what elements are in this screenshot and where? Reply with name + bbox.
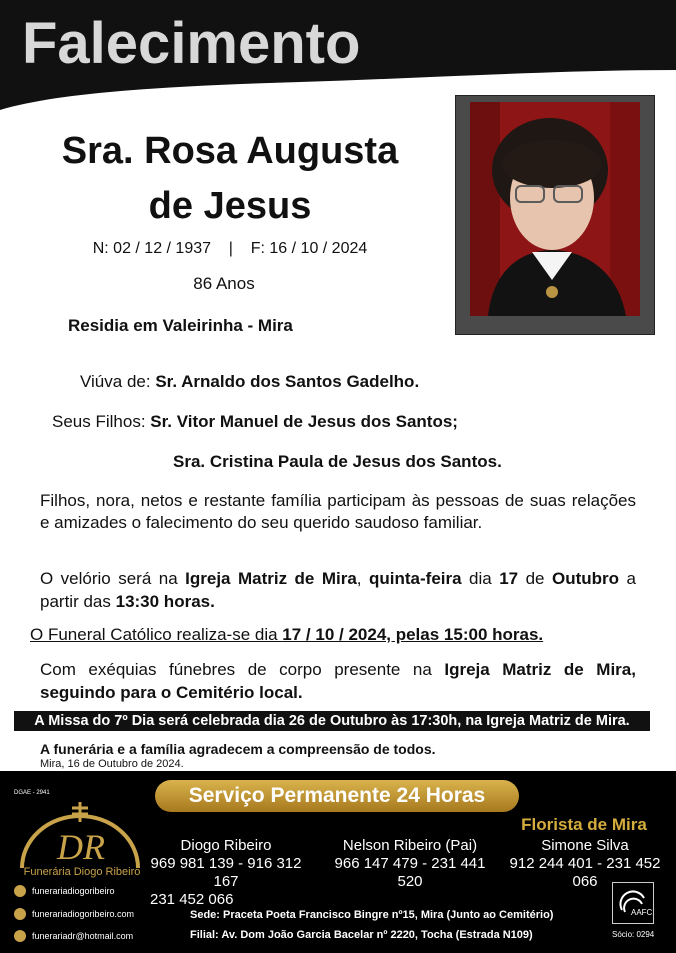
place-date: Mira, 16 de Outubro de 2024. (40, 758, 184, 770)
contact-diogo (140, 837, 312, 909)
service-banner: Serviço Permanente 24 Horas (155, 780, 519, 812)
deceased-name-line1: Sra. Rosa Augusta (61, 130, 399, 172)
contact-phones-2: 231 452 066 (150, 891, 234, 908)
website-link[interactable]: funerariadiogoribeiro.com (14, 908, 134, 920)
facebook-icon (14, 885, 26, 897)
contact-phones: 912 244 401 - 231 452 066 (509, 855, 661, 890)
email-link[interactable]: funerariadr@hotmail.com (14, 930, 133, 942)
wake-place: Igreja Matriz de Mira (185, 569, 357, 588)
contact-phones: 969 981 139 - 916 312 167 (150, 855, 302, 890)
thanks-text: A funerária e a família agradecem a compreensão de todos. (40, 741, 436, 757)
children-label: Seus Filhos: (52, 412, 146, 431)
logo-name: Funerária Diogo Ribeiro (23, 866, 141, 878)
globe-icon (14, 908, 26, 920)
participation-text: Filhos, nora, netos e restante família participam às pessoas de suas relações e amizades o falecimento do seu querido saudoso familiar. (40, 491, 636, 532)
exequias-text: Com exéquias fúnebres de corpo presente na Igreja Matriz de Mira, seguindo para o Cemitério local. (40, 660, 636, 702)
children-line (52, 412, 458, 432)
email-icon (14, 930, 26, 942)
wake-day: quinta-feira (369, 569, 462, 588)
member-number: Sócio: 0294 (612, 930, 655, 939)
wake-text: O velório será na Igreja Matriz de Mira, quinta-feira dia 17 de Outubro a partir das 13:30 horas. (40, 569, 636, 611)
residence: Residia em Valeirinha - Mira (68, 316, 293, 335)
funeral-line: O Funeral Católico realiza-se dia 17 / 10 / 2024, pelas 15:00 horas. (30, 625, 544, 644)
association-logo (612, 882, 654, 924)
contact-name: Simone Silva (541, 837, 629, 854)
mass-banner: A Missa do 7º Dia será celebrada dia 26 de Outubro às 17:30h, na Igreja Matriz de Mira. (14, 711, 650, 731)
child-1: Sr. Vitor Manuel de Jesus dos Santos; (150, 412, 458, 431)
contact-name: Diogo Ribeiro (180, 837, 272, 854)
wake-time: 13:30 horas. (115, 592, 215, 611)
page-title: Falecimento (22, 11, 361, 76)
life-dates: N: 02 / 12 / 1937 | F: 16 / 10 / 2024 (92, 240, 368, 257)
widow-label: Viúva de: (80, 372, 151, 391)
contact-name: Nelson Ribeiro (Pai) (342, 837, 478, 854)
association-icon (614, 884, 652, 922)
child-2: Sra. Cristina Paula de Jesus dos Santos. (173, 452, 502, 471)
sede-address: Sede: Praceta Poeta Francisco Bingre nº15, Mira (Junto ao Cemitério) (190, 909, 554, 921)
florist-name: Florista de Mira (521, 815, 647, 834)
license-number: DGAE - 2941 (14, 790, 50, 796)
contact-phones: 966 147 479 - 231 441 520 (334, 855, 486, 890)
deceased-photo (470, 102, 640, 316)
widow-line (80, 372, 419, 392)
age: 86 Anos (193, 274, 255, 293)
widow-name: Sr. Arnaldo dos Santos Gadelho. (155, 372, 420, 391)
filial-address: Filial: Av. Dom João Garcia Bacelar nº 2220, Tocha (Estrada N109) (190, 929, 533, 941)
facebook-link[interactable]: funerariadiogoribeiro (14, 885, 115, 897)
logo-initials: DR (57, 827, 105, 867)
contact-nelson (320, 837, 500, 891)
funeral-datetime: 17 / 10 / 2024, pelas 15:00 horas. (282, 625, 544, 644)
deceased-name-line2: de Jesus (148, 185, 312, 227)
svg-text:AAFC: AAFC (631, 908, 652, 917)
